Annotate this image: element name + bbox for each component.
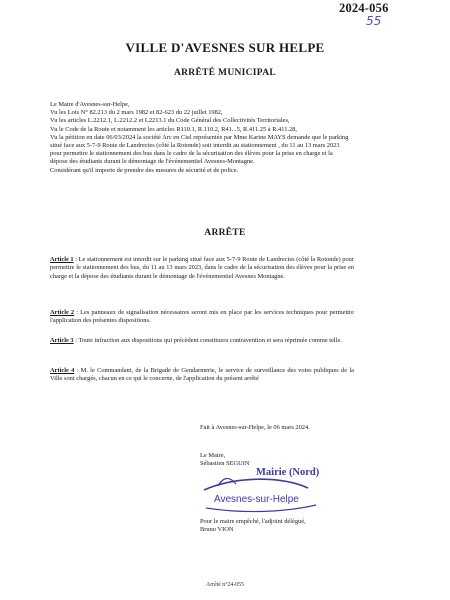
document-subtitle: ARRÊTÉ MUNICIPAL <box>173 68 276 78</box>
article-label: Article 3 <box>50 337 74 344</box>
seal-city-text: Avesnes-sur-Helpe <box>214 494 299 505</box>
seal-top-text: Mairie (Nord) <box>256 467 320 478</box>
article-label: Article 2 <box>50 309 75 316</box>
delegation-text: Pour le maire empêché, l'adjoint délégué, <box>200 518 306 525</box>
signatory-role: Le Maire, <box>200 452 226 459</box>
preamble-line: Vu la pétition en date 06/03/2024 la société Arc en Ciel représentée par Mme Karine MAYS demande que le parking situé face aux 5-7-9 Route de Landrecies (côté la Rotonde) soit interdit au stationnement , du 11 au 13 mars 2023 pour permettre le stationnement des bus dans le cadre de la sécurisation des élèves pour la prise en charge et la dépose des étudiants durant le démontage de l'événementiel Avesnes-Montagne. <box>50 133 349 166</box>
mairie-stamp-icon <box>196 458 346 524</box>
reference-number: 2024-056 <box>339 1 389 15</box>
preamble-line: Vu le Code de la Route et notamment les articles R110.1, R.110.2, R41...5, R.411.25 à R.411.28, <box>50 125 297 133</box>
arrete-heading: ARRÊTE <box>204 228 246 238</box>
article-text: : Les panneaux de signalisation nécessaires seront mis en place par les services techniques pour permettre l'application des présentes dispositions. <box>50 309 354 325</box>
document-title: VILLE D'AVESNES SUR HELPE <box>125 40 325 55</box>
preamble-line: Vu les Lois N° 82.213 du 2 mars 1982 et 82-623 du 22 juillet 1982, <box>50 109 223 117</box>
article-3 <box>50 337 354 345</box>
article-1 <box>50 256 354 281</box>
handwritten-number: 55 <box>366 14 382 28</box>
delegation-block <box>200 518 306 535</box>
preamble-line: Considérant qu'il importe de prendre des mesures de sécurité et de police. <box>50 166 239 174</box>
article-4 <box>50 367 354 384</box>
done-at-line: Fait à Avesnes-sur-Helpe, le 06 mars 2024. <box>200 424 310 431</box>
article-text: : Le stationnement est interdit sur le parking situé face aux 5-7-9 Route de Landrecies (côté la Rotonde) pour permettre le stationnement des bus, du 11 au 13 mars 2023, dans le cadre de la sécurisation des élèves pour la prise en charge et la dépose des étudiants durant le démontage de l'événementiel Avesnes Montagne. <box>50 256 354 280</box>
preamble-line: Le Maire d'Avesnes-sur-Helpe, <box>50 101 130 108</box>
article-2 <box>50 309 354 326</box>
preamble-line: Vu les articles L.2212.1, L.2212.2 et L2213.1 du Code Général des Collectivités Territoriales, <box>50 117 290 125</box>
preamble <box>50 101 350 175</box>
article-label: Article 4 <box>50 367 75 374</box>
footer-reference: Arrêté n°24-055 <box>206 582 244 588</box>
article-text: : M. le Commandant, de la Brigade de Gendarmerie, le service de surveillance des voies publiques de la Ville sont chargés, chacun en ce qui le concerne, de l'application du présent arrêté <box>50 367 354 383</box>
deputy-name: Bruno VION <box>200 526 234 534</box>
signatory-name: Sébastien SEGUIN <box>200 460 250 468</box>
article-label: Article 1 <box>50 256 74 263</box>
article-text: : Toute infraction aux dispositions qui précèdent constituera contravention et sera réprimée comme telle. <box>73 337 342 344</box>
